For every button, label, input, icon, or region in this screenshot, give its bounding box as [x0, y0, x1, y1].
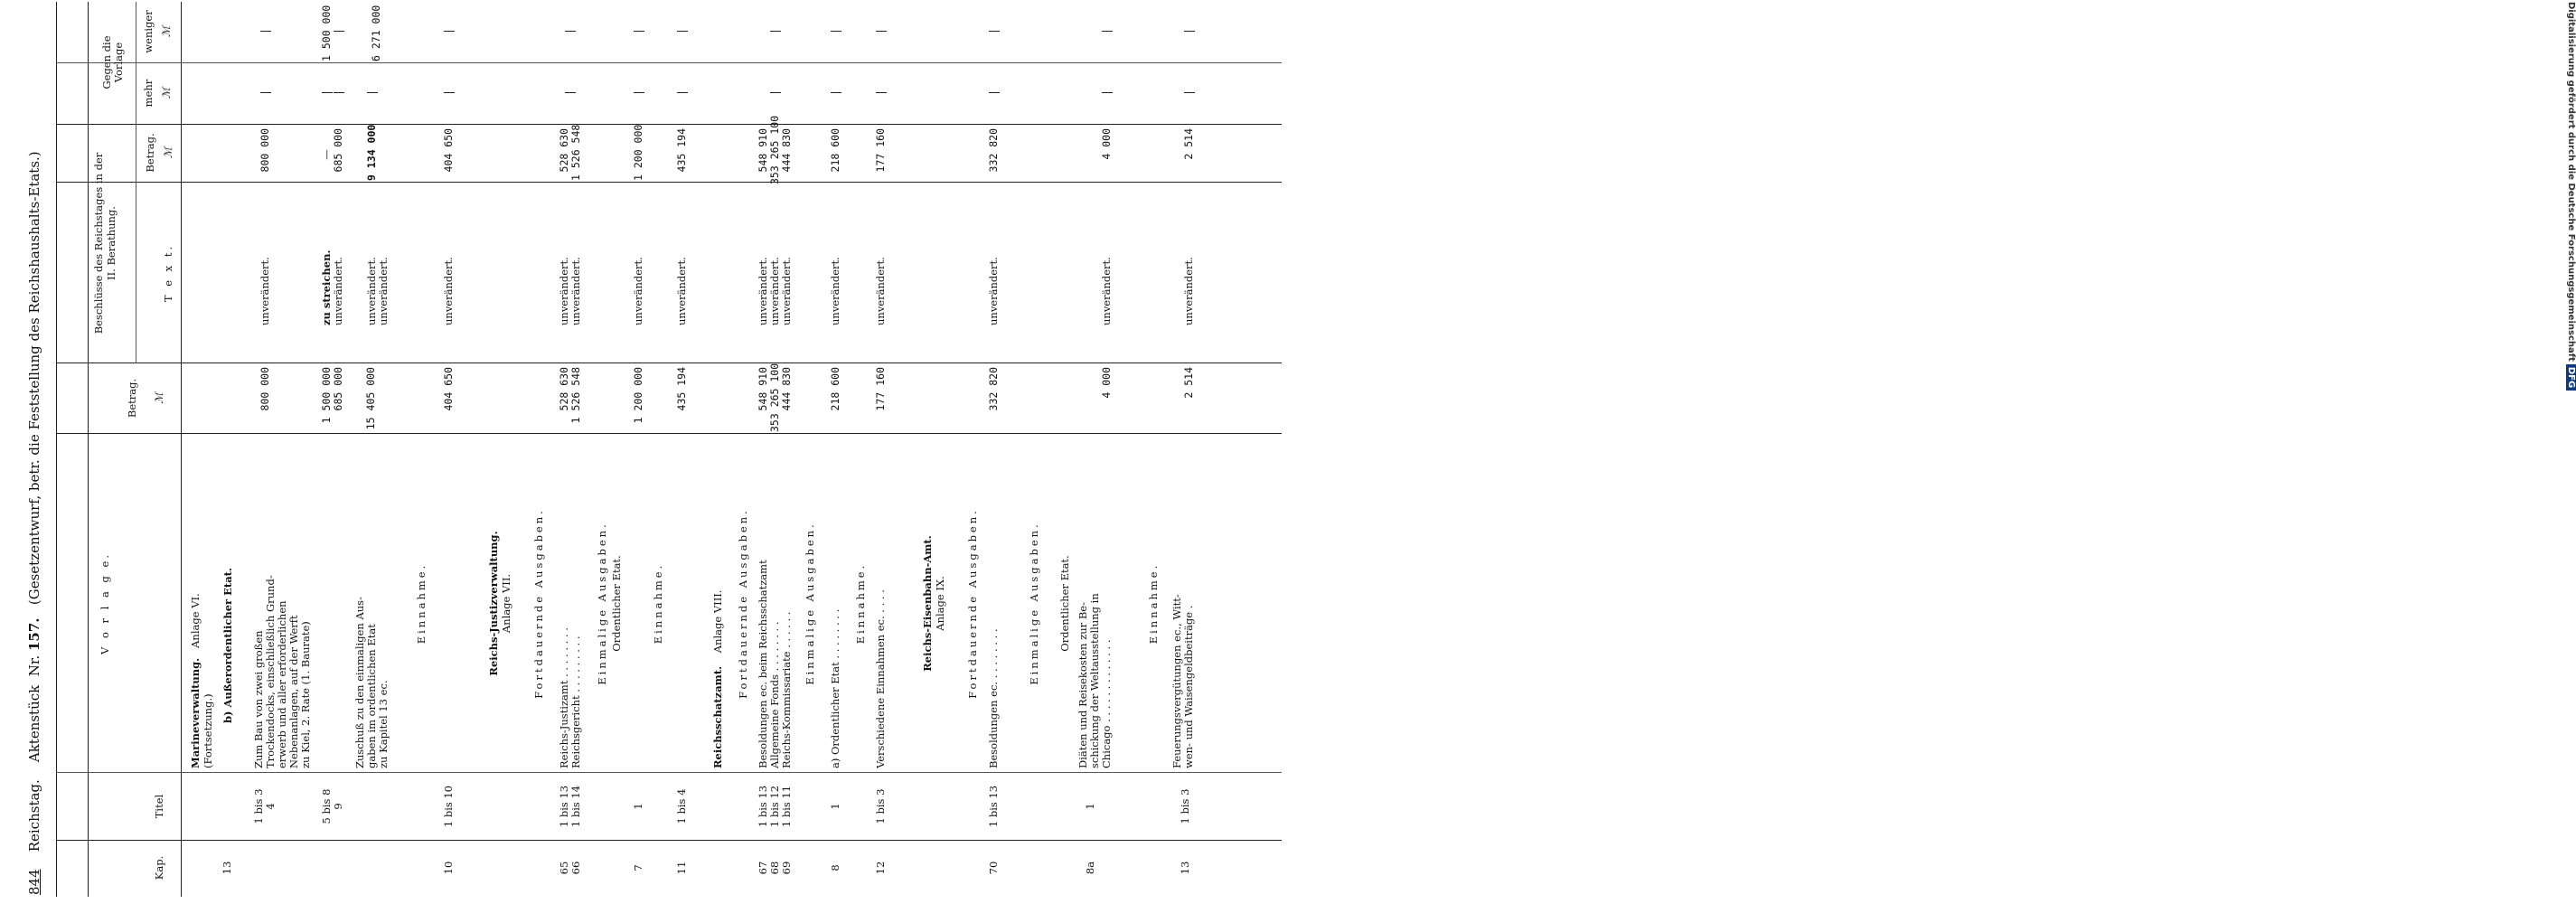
section-schatz-anlage: Anlage VIII.: [711, 589, 724, 654]
header-aktenstueck: Aktenstück: [26, 684, 42, 763]
col-sep-beschluss-text: [56, 182, 1285, 183]
justizamt-label: Reichs-Justizamt: [558, 680, 570, 768]
k70-mehr: [988, 63, 1000, 123]
k69-betrag: 444 830: [780, 367, 793, 411]
k13b-weniger: [1183, 2, 1195, 61]
reichs-kommissariate: Reichs-Kommissariate . . . . . .: [780, 611, 793, 768]
fortdauernde-ausgaben-justiz: Fortdauernde Ausgaben.: [532, 508, 545, 699]
dfg-note-text: Digitalisierung gefördert durch die Deutsche Forschungsgemeinschaft: [2566, 2, 2576, 362]
k12-betrag: 177 160: [874, 367, 887, 411]
kap-70: 70: [987, 861, 1000, 875]
k65-weniger: [564, 2, 576, 61]
k70-betrag2: 332 820: [987, 128, 1000, 173]
bau-mehr: [259, 63, 271, 123]
ordentlicher-etat-eisenbahn: Ordentlicher Etat.: [1058, 555, 1071, 652]
fortsetzung: (Fortsetzung.): [202, 693, 214, 768]
rule-top: [56, 2, 57, 897]
zuschuss-mehr: [366, 63, 378, 123]
k65-mehr: [564, 63, 576, 123]
k67-weniger: [769, 2, 781, 61]
section-schatz: [712, 590, 724, 768]
feuerung-line-2-label: wen- und Waisengeldbeiträge: [1182, 611, 1195, 768]
zuschuss-line-2: gaben im ordentlichen Etat: [365, 624, 378, 768]
zuschuss-line-1: Zuschuß zu den einmaligen Aus-: [353, 597, 366, 768]
einnahme-eisenbahn: Einnahme.: [1147, 562, 1160, 645]
verschiedene-einnahmen: Verschiedene Einnahmen ec. . . . .: [874, 589, 887, 768]
k12-betrag2: 177 160: [874, 128, 887, 173]
header-reichstag: Reichstag.: [26, 779, 42, 852]
zuschuss-text-1: unverändert.: [365, 257, 378, 325]
titel-5-bis-8: 5 bis 8: [320, 788, 333, 824]
k11-weniger: [676, 2, 688, 61]
section-eisenbahn-anlage: Anlage IX.: [934, 576, 946, 631]
col-header-kap: Kap.: [153, 855, 165, 880]
col-header-vorlage2: Vorlage: [112, 42, 125, 83]
titel-1-k7: 1: [632, 803, 644, 810]
titel-1-bis-13: 1 bis 13: [987, 785, 1000, 828]
k68-betrag2: 353 265 100: [768, 115, 781, 184]
k12-text: unverändert.: [874, 257, 887, 325]
k70-betrag: 332 820: [987, 367, 1000, 411]
section-schatz-title: Reichsschatzamt.: [711, 665, 724, 768]
fortdauernde-ausgaben-eisenbahn: Fortdauernde Ausgaben.: [966, 508, 979, 699]
col-sep-betrag2: [56, 124, 1285, 125]
kap-65: 65: [558, 861, 570, 875]
titel-67: 1 bis 13: [757, 785, 769, 828]
rule-header: [88, 2, 89, 897]
titel-1-bis-10: 1 bis 10: [442, 785, 455, 828]
col-header-gegen: Gegen die: [100, 35, 113, 89]
k7-betrag2: 1 200 000: [632, 124, 644, 181]
k68-text: unverändert.: [768, 257, 781, 325]
t9-weniger: [333, 2, 344, 61]
bau-line-3: erwerb und aller erforderlichen: [276, 600, 288, 768]
k7-text: unverändert.: [632, 257, 644, 325]
titel-1-k8a: 1: [1084, 803, 1096, 810]
k11-betrag: 435 194: [675, 367, 688, 411]
feuerung-line-2: wen- und Waisengeldbeiträge .: [1182, 605, 1195, 768]
ausserordentlicher-etat: b) Außerordentlicher Etat.: [221, 568, 234, 723]
side-margin: [1282, 0, 2576, 904]
k10-mehr: [443, 63, 455, 123]
k13b-text: unverändert.: [1182, 257, 1195, 325]
k67-betrag: 548 910: [757, 367, 769, 411]
k7-betrag: 1 200 000: [632, 367, 644, 424]
titel-69: 1 bis 11: [780, 785, 793, 828]
reichsgericht: Reichsgericht . . . . . . . . .: [569, 636, 582, 768]
a-ordentlicher-etat-label: a) Ordentlicher Etat: [829, 662, 841, 768]
titel-1-k8: 1: [829, 803, 841, 810]
col-header-weniger-mark: ℳ: [160, 25, 173, 38]
einnahme-marine: Einnahme.: [415, 562, 428, 645]
titel-1-bis-3-k12: 1 bis 3: [874, 788, 887, 824]
titel-1-bis-3: 1 bis 3: [252, 788, 265, 824]
titel-66: 1 bis 14: [569, 785, 582, 828]
k8a-betrag2: 4 000: [1100, 128, 1113, 160]
section-justiz-anlage: Anlage VII.: [500, 573, 512, 634]
k11-mehr: [676, 63, 688, 123]
col-header-weniger: weniger: [142, 10, 155, 53]
einnahme-justiz: Einnahme.: [652, 562, 664, 645]
k68-betrag: 353 265 100: [768, 363, 781, 432]
k7-mehr: [633, 63, 644, 123]
col-header-mehr-mark: ℳ: [160, 87, 173, 99]
t9-betrag2: 685 000: [332, 128, 344, 173]
header-nr-value: 157.: [26, 617, 42, 651]
col-header-vorlage: V o r l a g e.: [99, 551, 111, 655]
k8a-weniger: [1101, 2, 1113, 61]
col-header-beschluesse: Beschlüsse des Reichstages in der: [92, 152, 105, 334]
section-justiz-title: Reichs-Justizverwaltung.: [487, 531, 500, 676]
col-sep-vorlage: [56, 433, 1285, 434]
k10-weniger: [443, 2, 455, 61]
titel-68: 1 bis 12: [768, 785, 781, 828]
col-header-betrag: Betrag.: [126, 378, 138, 419]
titel-65: 1 bis 13: [558, 785, 570, 828]
einmalige-ausgaben-eisenbahn: Einmalige Ausgaben.: [1028, 522, 1040, 685]
titel-1-bis-3-k13b: 1 bis 3: [1179, 788, 1191, 824]
k12-mehr: [875, 63, 887, 123]
k8-betrag: 218 600: [829, 367, 841, 411]
t9-text: unverändert.: [332, 257, 344, 325]
diaeten-line-1: Diäten und Reisekosten zur Be-: [1076, 602, 1089, 768]
kap-7: 7: [632, 864, 644, 871]
k69-text: unverändert.: [780, 257, 793, 325]
t5-betrag2-dash: —: [320, 149, 333, 160]
k66-betrag2: 1 526 548: [569, 124, 582, 181]
bau-line-4: Nebenanlagen, auf der Werft: [287, 615, 300, 768]
col-header-mark: ℳ: [153, 392, 165, 404]
t9-betrag: 685 000: [332, 367, 344, 411]
zuschuss-weniger: 6 271 000: [370, 5, 382, 61]
besoldungen-eisenbahn-label: Besoldungen ec.: [987, 681, 1000, 768]
rule-header-bottom: [181, 2, 182, 897]
t5-mehr: [321, 63, 333, 123]
k66-text: unverändert.: [569, 257, 582, 325]
kap-13: 13: [221, 861, 233, 875]
diaeten-line-2: schickung der Weltausstellung in: [1088, 593, 1101, 768]
k67-mehr: [769, 63, 781, 123]
fortdauernde-ausgaben-schatz: Fortdauernde Ausgaben.: [737, 508, 749, 699]
titel-9: 9: [332, 803, 344, 810]
titel-1-bis-4: 1 bis 4: [675, 788, 688, 824]
k13b-betrag2: 2 514: [1182, 128, 1195, 160]
col-header-beratung: II. Berathung.: [105, 206, 118, 280]
a-ordentlicher-etat: a) Ordentlicher Etat . . . . . . . .: [829, 608, 841, 768]
k11-text: unverändert.: [675, 257, 688, 325]
einmalige-ausgaben-schatz: Einmalige Ausgaben.: [804, 522, 816, 685]
besoldungen-schatz: Besoldungen ec. beim Reichsschatzamt: [757, 560, 769, 768]
allgemeine-fonds-label: Allgemeine Fonds: [768, 673, 781, 768]
diaeten-line-3: Chicago . . . . . . . . . . . . .: [1100, 639, 1113, 768]
t5-weniger: 1 500 000: [320, 5, 333, 61]
kap-8: 8: [829, 864, 841, 871]
kap-67: 67: [757, 861, 769, 875]
col-sep-kap: [56, 840, 1285, 841]
k67-text: unverändert.: [757, 257, 769, 325]
zuschuss-line-3: zu Kapitel 13 ec.: [377, 680, 390, 768]
besoldungen-eisenbahn: Besoldungen ec. . . . . . . . .: [987, 628, 1000, 768]
k7-weniger: [633, 2, 644, 61]
justizamt: Reichs-Justizamt . . . . . . . .: [558, 627, 570, 768]
section-eisenbahn-title: Reichs-Eisenbahn-Amt.: [921, 535, 934, 672]
k10-betrag: 404 650: [442, 367, 455, 411]
einmalige-ausgaben-justiz: Einmalige Ausgaben.: [596, 522, 608, 685]
bau-line-2: Trockendocks, einschließlich Grund-: [264, 575, 277, 768]
k8-betrag2: 218 600: [829, 128, 841, 173]
t5-text: zu streichen.: [320, 250, 333, 325]
einnahme-schatz: Einnahme.: [854, 562, 867, 645]
k70-weniger: [988, 2, 1000, 61]
k13b-betrag: 2 514: [1182, 367, 1195, 399]
kap-69: 69: [780, 861, 793, 875]
t5-betrag: 1 500 000: [320, 367, 333, 424]
kap-66: 66: [569, 861, 582, 875]
k13b-mehr: [1183, 63, 1195, 123]
section-marine-anlage: Anlage VI.: [189, 593, 202, 648]
section-marine: [190, 593, 202, 768]
bau-betrag2: 800 000: [259, 128, 271, 173]
k69-betrag2: 444 830: [780, 128, 793, 173]
reichs-kommissariate-label: Reichs-Kommissariate: [780, 651, 793, 768]
k66-betrag: 1 526 548: [569, 367, 582, 424]
page-number: 844: [26, 869, 42, 895]
kap-8a: 8a: [1084, 861, 1096, 875]
col-header-text: T e x t.: [162, 243, 174, 303]
t9-mehr: [333, 63, 344, 123]
k8-mehr: [830, 63, 841, 123]
page-header: [26, 151, 42, 895]
k65-text: unverändert.: [558, 257, 570, 325]
dfg-note: [2566, 2, 2576, 391]
k65-betrag2: 528 630: [558, 128, 570, 173]
kap-68: 68: [768, 861, 781, 875]
zuschuss-betrag: 15 405 000: [364, 367, 377, 430]
dfg-logo: DFG: [2566, 364, 2576, 391]
feuerung-line-1: Feuerungsvergütungen ec., Witt-: [1170, 594, 1183, 768]
kap-13b: 13: [1179, 861, 1191, 875]
reichsgericht-label: Reichsgericht: [569, 695, 582, 768]
bau-betrag: 800 000: [259, 367, 271, 411]
col-header-betrag2: Betrag.: [144, 133, 156, 173]
ordentlicher-etat-justiz: Ordentlicher Etat.: [610, 555, 623, 652]
k8-text: unverändert.: [829, 257, 841, 325]
bau-line-5: zu Kiel, 2. Rate (1. Baurate): [299, 621, 312, 768]
bau-line-1: Zum Bau von zwei großen: [252, 630, 265, 768]
header-nr-label: Nr.: [26, 654, 42, 677]
section-marine-title: Marineverwaltung.: [189, 657, 202, 768]
k12-weniger: [875, 2, 887, 61]
k65-betrag: 528 630: [558, 367, 570, 411]
titel-4: 4: [264, 803, 277, 810]
col-header-mark2: ℳ: [162, 146, 174, 159]
kap-12: 12: [874, 861, 887, 875]
kap-11: 11: [675, 861, 688, 875]
k11-betrag2: 435 194: [675, 128, 688, 173]
col-header-mehr: mehr: [142, 79, 155, 108]
k10-text: unverändert.: [442, 257, 455, 325]
bau-text: unverändert.: [259, 257, 271, 325]
k8-weniger: [830, 2, 841, 61]
col-sep-titel: [56, 772, 1285, 773]
k8a-betrag: 4 000: [1100, 367, 1113, 399]
bau-weniger: [259, 2, 271, 61]
k10-betrag2: 404 650: [442, 128, 455, 173]
header-title: (Gesetzentwurf, betr. die Feststellung des Reichshaushalts-Etats.): [26, 151, 42, 606]
zuschuss-betrag2: 9 134 000: [365, 124, 378, 181]
kap-10: 10: [442, 861, 455, 875]
zuschuss-text-2: unverändert.: [377, 257, 390, 325]
verschiedene-einnahmen-label: Verschiedene Einnahmen ec.: [874, 616, 887, 768]
k70-text: unverändert.: [987, 257, 1000, 325]
k8a-mehr: [1101, 63, 1113, 123]
col-header-titel: Titel: [153, 794, 165, 819]
allgemeine-fonds: Allgemeine Fonds . . . . . . . .: [768, 621, 781, 768]
k67-betrag2: 548 910: [757, 128, 769, 173]
diaeten-line-3-label: Chicago: [1100, 725, 1113, 768]
k8a-text: unverändert.: [1100, 257, 1113, 325]
